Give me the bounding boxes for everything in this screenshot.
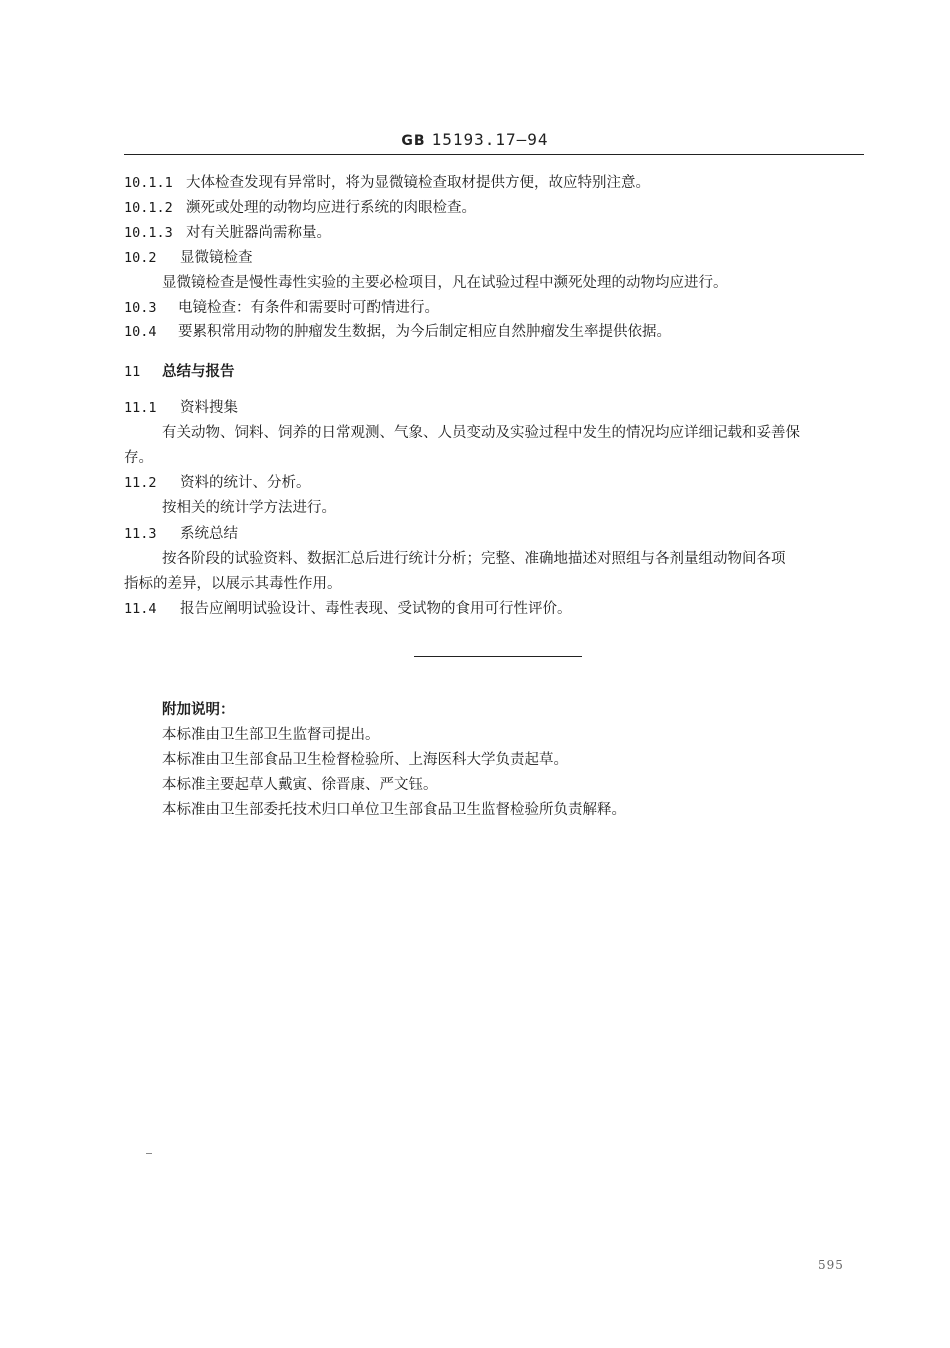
header-rule — [124, 154, 864, 155]
clause-number: 10.1.2 — [124, 200, 173, 216]
clause-text: 大体检查发现有异常时，将为显微镜检查取材提供方便，故应特别注意。 — [186, 175, 650, 191]
clause-number: 10.4 — [124, 324, 157, 340]
clause-11-1-body-cont: 存。 — [124, 450, 153, 466]
clause-number: 11.3 — [124, 526, 157, 542]
clause-text: 对有关脏器尚需称量。 — [186, 225, 331, 241]
notes-line: 本标准主要起草人戴寅、徐晋康、严文钰。 — [162, 777, 438, 793]
notes-line: 本标准由卫生部食品卫生检督检验所、上海医科大学负责起草。 — [162, 752, 568, 768]
clause-10-1-1 — [124, 173, 650, 193]
clause-10-2-body: 显微镜检查是慢性毒性实验的主要必检项目，凡在试验过程中濒死处理的动物均应进行。 — [162, 275, 728, 291]
clause-number: 10.1.3 — [124, 225, 173, 241]
clause-text: 电镜检查：有条件和需要时可酌情进行。 — [178, 300, 439, 316]
clause-11-3-body-cont: 指标的差异，以展示其毒性作用。 — [124, 576, 342, 592]
clause-10-4 — [124, 322, 671, 342]
page-number: 595 — [818, 1258, 844, 1272]
header-code: 15193.17—94 — [431, 130, 549, 149]
clause-10-3 — [124, 298, 439, 318]
section-11-heading — [124, 362, 235, 382]
clause-title: 显微镜检查 — [180, 250, 253, 266]
notes-line: 本标准由卫生部卫生监督司提出。 — [162, 727, 380, 743]
section-number: 11 — [124, 364, 141, 380]
clause-10-2-heading — [124, 248, 253, 268]
notes-title: 附加说明： — [162, 702, 235, 718]
clause-text: 要累积常用动物的肿瘤发生数据，为今后制定相应自然肿瘤发生率提供依据。 — [178, 324, 671, 340]
document-header — [0, 130, 950, 149]
clause-number: 11.1 — [124, 400, 157, 416]
clause-11-2-body: 按相关的统计学方法进行。 — [162, 500, 336, 516]
clause-number: 10.2 — [124, 250, 157, 266]
clause-10-1-2 — [124, 198, 476, 218]
clause-text: 报告应阐明试验设计、毒性表现、受试物的食用可行性评价。 — [180, 601, 572, 617]
clause-title: 资料搜集 — [180, 400, 238, 416]
clause-11-3-heading — [124, 524, 238, 544]
clause-11-1-body: 有关动物、饲料、饲养的日常观测、气象、人员变动及实验过程中发生的情况均应详细记载和妥善保 — [162, 425, 800, 441]
header-prefix: GB — [401, 133, 426, 149]
clause-title: 系统总结 — [180, 526, 238, 542]
clause-number: 10.3 — [124, 300, 157, 316]
notes-line: 本标准由卫生部委托技术归口单位卫生部食品卫生监督检验所负责解释。 — [162, 802, 626, 818]
clause-11-3-body: 按各阶段的试验资料、数据汇总后进行统计分析；完整、准确地描述对照组与各剂量组动物间各项 — [162, 551, 786, 567]
clause-number: 10.1.1 — [124, 175, 173, 191]
clause-title: 资料的统计、分析。 — [180, 475, 311, 491]
section-title: 总结与报告 — [162, 364, 235, 380]
clause-10-1-3 — [124, 223, 331, 243]
clause-11-4 — [124, 599, 572, 619]
clause-11-1-heading — [124, 398, 238, 418]
clause-number: 11.4 — [124, 601, 157, 617]
end-rule — [414, 656, 582, 657]
clause-text: 濒死或处理的动物均应进行系统的肉眼检查。 — [186, 200, 476, 216]
scan-speck — [146, 1153, 152, 1154]
clause-11-2-heading — [124, 473, 311, 493]
clause-number: 11.2 — [124, 475, 157, 491]
